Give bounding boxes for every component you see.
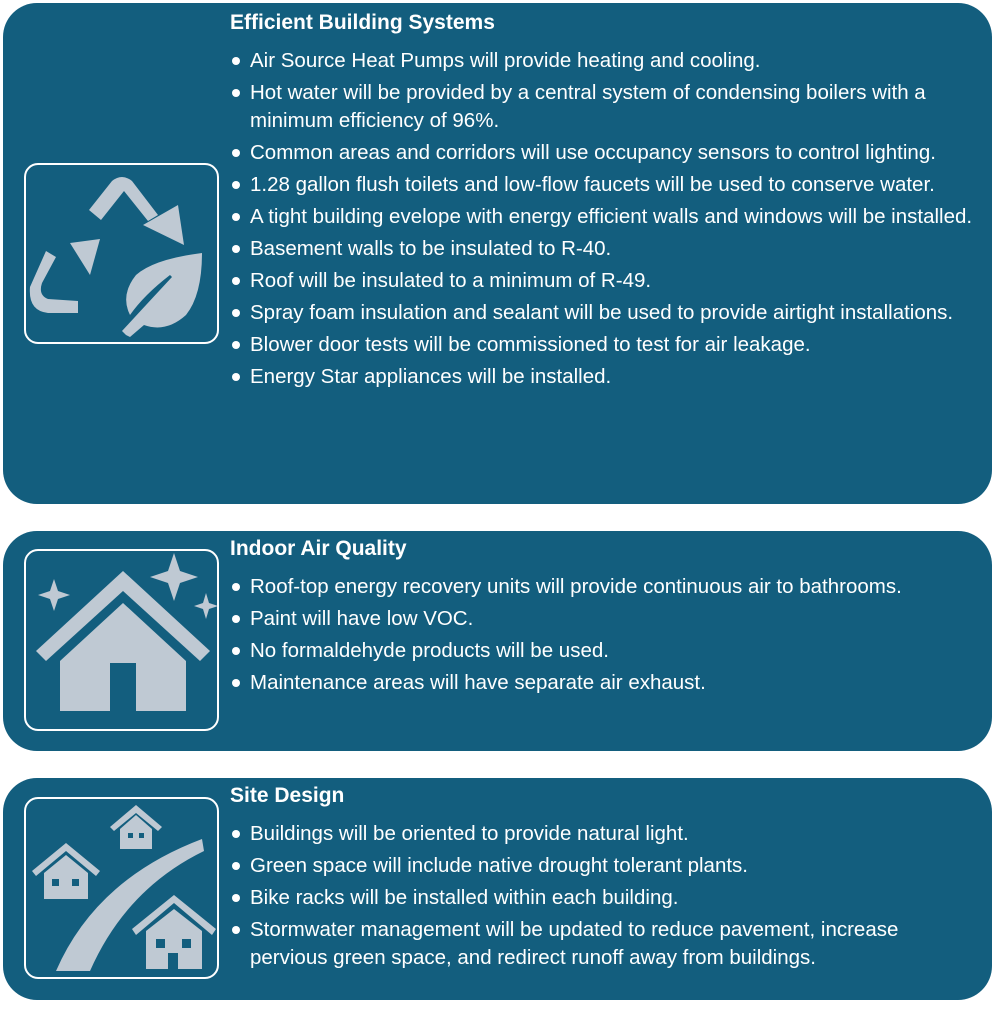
icon-frame <box>24 163 219 344</box>
list-item: Maintenance areas will have separate air exhaust. <box>230 669 980 697</box>
list-item: Blower door tests will be commissioned to test for air leakage. <box>230 331 980 359</box>
list-item: No formaldehyde products will be used. <box>230 637 980 665</box>
list-item: Green space will include native drought tolerant plants. <box>230 852 980 880</box>
bullet-list <box>230 573 980 701</box>
bullet-list <box>230 820 980 976</box>
site-design-panel <box>3 778 992 1000</box>
list-item: 1.28 gallon flush toilets and low-flow faucets will be used to conserve water. <box>230 171 980 199</box>
section-title: Indoor Air Quality <box>230 537 407 560</box>
list-item: Stormwater management will be updated to reduce pavement, increase pervious green space, and redirect runoff away from buildings. <box>230 916 980 971</box>
list-item: Common areas and corridors will use occupancy sensors to control lighting. <box>230 139 980 167</box>
recycle-leaf-icon <box>26 165 217 342</box>
icon-frame <box>24 797 219 979</box>
list-item: Buildings will be oriented to provide natural light. <box>230 820 980 848</box>
list-item: Spray foam insulation and sealant will be used to provide airtight installations. <box>230 299 980 327</box>
sparkling-house-icon <box>26 551 217 729</box>
section-title: Efficient Building Systems <box>230 11 495 34</box>
list-item: Hot water will be provided by a central system of condensing boilers with a minimum efficiency of 96%. <box>230 79 980 134</box>
indoor-air-quality-panel <box>3 531 992 751</box>
list-item: Air Source Heat Pumps will provide heating and cooling. <box>230 47 980 75</box>
bullet-list <box>230 47 980 395</box>
efficient-building-systems-panel <box>3 3 992 504</box>
list-item: Paint will have low VOC. <box>230 605 980 633</box>
houses-path-icon <box>26 799 217 977</box>
icon-frame <box>24 549 219 731</box>
section-title: Site Design <box>230 784 345 807</box>
list-item: Bike racks will be installed within each building. <box>230 884 980 912</box>
list-item: Energy Star appliances will be installed. <box>230 363 980 391</box>
list-item: A tight building evelope with energy efficient walls and windows will be installed. <box>230 203 980 231</box>
list-item: Roof will be insulated to a minimum of R-49. <box>230 267 980 295</box>
list-item: Basement walls to be insulated to R-40. <box>230 235 980 263</box>
list-item: Roof-top energy recovery units will provide continuous air to bathrooms. <box>230 573 980 601</box>
